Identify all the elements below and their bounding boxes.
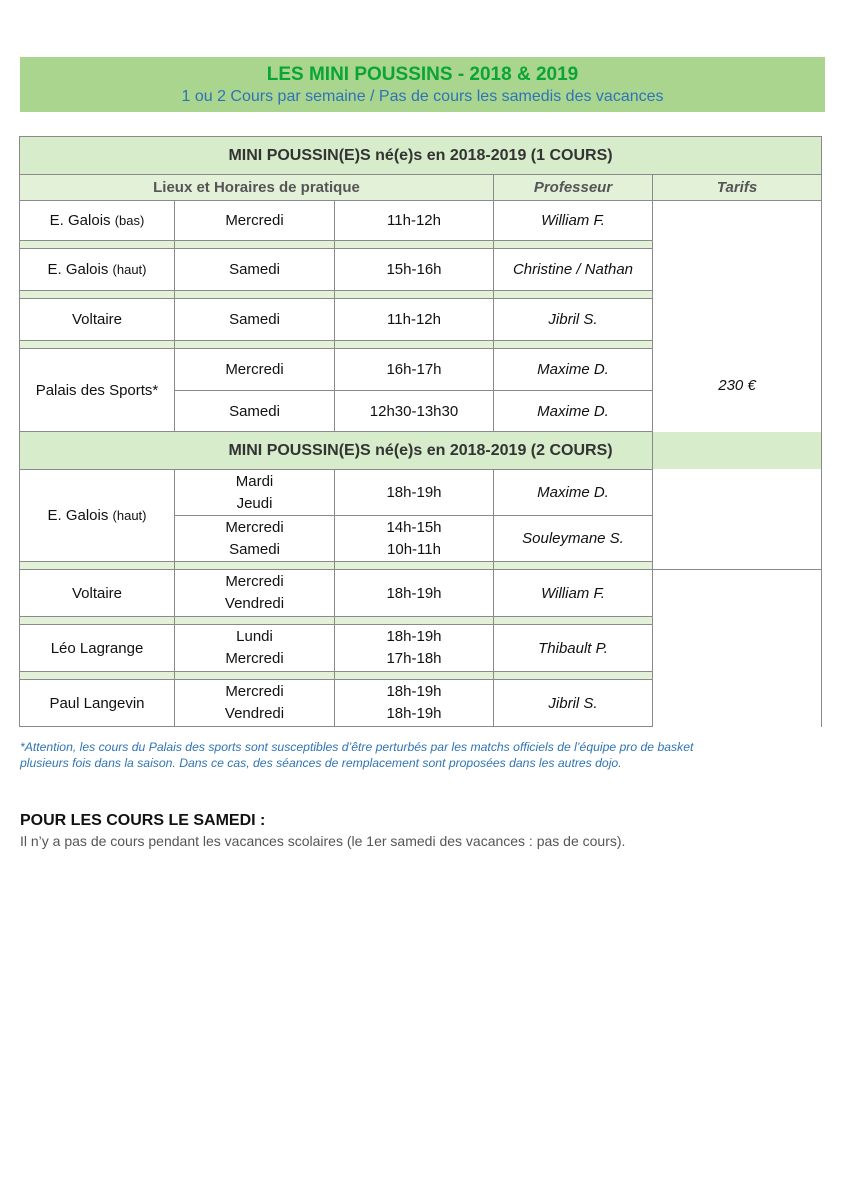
prof-cell: Jibril S. xyxy=(494,680,653,727)
table-row xyxy=(20,625,822,672)
lieu-cell xyxy=(20,201,175,241)
horaire-line: 18h-19h xyxy=(386,628,442,645)
jour-cell: Samedi xyxy=(175,299,335,341)
horaire-line: 14h-15h xyxy=(386,518,442,536)
lieu-note: (haut) xyxy=(112,508,147,523)
prof-cell: William F. xyxy=(494,201,653,241)
jour-cell xyxy=(175,570,335,617)
jour-cell xyxy=(175,516,335,562)
lieu-cell xyxy=(20,249,175,291)
jour-line: Vendredi xyxy=(224,595,285,612)
horaire-cell xyxy=(335,516,494,562)
prof-cell: Maxime D. xyxy=(494,349,653,391)
spacer-row xyxy=(20,672,822,680)
tarif-cell: 230 € xyxy=(653,201,822,570)
prof-cell: Thibault P. xyxy=(494,625,653,672)
jour-cell: Mercredi xyxy=(175,349,335,391)
horaire-line: 18h-19h xyxy=(386,683,442,700)
lieu-name: E. Galois xyxy=(47,507,109,524)
jour-cell xyxy=(175,470,335,516)
page-subtitle: 1 ou 2 Cours par semaine / Pas de cours les samedis des vacances xyxy=(181,88,664,105)
lieu-cell: Voltaire xyxy=(20,299,175,341)
prof-cell: Jibril S. xyxy=(494,299,653,341)
jour-line: Mercredi xyxy=(225,573,284,590)
jour-cell xyxy=(175,625,335,672)
prof-cell: William F. xyxy=(494,570,653,617)
horaire-cell: 12h30-13h30 xyxy=(335,391,494,432)
jour-line: Samedi xyxy=(229,540,280,558)
jour-line: Mercredi xyxy=(225,518,284,536)
jour-line: Mercredi xyxy=(225,650,284,667)
lieu-cell: Léo Lagrange xyxy=(20,625,175,672)
horaire-cell xyxy=(335,680,494,727)
prof-cell: Maxime D. xyxy=(494,391,653,432)
header-tarifs: Tarifs xyxy=(653,175,822,201)
samedi-text: Il n’y a pas de cours pendant les vacances scolaires (le 1er samedi des vacances : pas de cours). xyxy=(20,833,626,849)
section1-title: MINI POUSSIN(E)S né(e)s en 2018-2019 (1 COURS) xyxy=(20,137,822,175)
section1-header-row xyxy=(20,137,822,175)
header-lieux: Lieux et Horaires de pratique xyxy=(20,175,494,201)
prof-cell: Souleymane S. xyxy=(494,516,653,562)
horaire-cell: 11h-12h xyxy=(335,299,494,341)
horaire-cell xyxy=(335,625,494,672)
jour-line: Mercredi xyxy=(225,683,284,700)
jour-cell: Mercredi xyxy=(175,201,335,241)
header-professeur: Professeur xyxy=(494,175,653,201)
section2-title: MINI POUSSIN(E)S né(e)s en 2018-2019 (2 COURS) xyxy=(20,432,822,470)
horaire-cell: 11h-12h xyxy=(335,201,494,241)
horaire-line: 18h-19h xyxy=(386,705,442,722)
lieu-cell: Paul Langevin xyxy=(20,680,175,727)
samedi-heading: POUR LES COURS LE SAMEDI : xyxy=(20,812,266,829)
table-row xyxy=(20,680,822,727)
section2-header-row xyxy=(20,432,822,470)
lieu-name: E. Galois xyxy=(47,261,109,278)
jour-cell: Samedi xyxy=(175,391,335,432)
schedule-table xyxy=(19,136,822,727)
table-row xyxy=(20,570,822,617)
prof-cell: Maxime D. xyxy=(494,470,653,516)
horaire-line: 17h-18h xyxy=(386,650,442,667)
palais-note xyxy=(20,739,830,771)
column-header-row xyxy=(20,175,822,201)
horaire-cell: 16h-17h xyxy=(335,349,494,391)
lieu-cell: Palais des Sports* xyxy=(20,349,175,432)
horaire-cell: 18h-19h xyxy=(335,470,494,516)
table-row xyxy=(20,201,822,241)
lieu-note: (bas) xyxy=(114,213,145,228)
prof-cell: Christine / Nathan xyxy=(494,249,653,291)
lieu-cell: Voltaire xyxy=(20,570,175,617)
horaire-line: 10h-11h xyxy=(387,540,441,558)
jour-cell xyxy=(175,680,335,727)
page-title: LES MINI POUSSINS - 2018 & 2019 xyxy=(266,64,579,85)
jour-line: Lundi xyxy=(236,628,273,645)
jour-line: Mardi xyxy=(235,472,274,490)
note-line: *Attention, les cours du Palais des sports sont susceptibles d’être perturbés par les matchs officiels de l’équipe pro de basket xyxy=(20,740,694,754)
jour-cell: Samedi xyxy=(175,249,335,291)
lieu-note: (haut) xyxy=(112,262,147,277)
lieu-cell xyxy=(20,470,175,562)
jour-line: Jeudi xyxy=(236,494,273,512)
note-line: plusieurs fois dans la saison. Dans ce cas, des séances de remplacement sont proposées dans les autres dojo. xyxy=(20,756,622,770)
horaire-cell: 15h-16h xyxy=(335,249,494,291)
horaire-cell: 18h-19h xyxy=(335,570,494,617)
title-banner xyxy=(20,57,825,112)
spacer-row xyxy=(20,617,822,625)
lieu-name: E. Galois xyxy=(49,212,111,229)
jour-line: Vendredi xyxy=(224,705,285,722)
